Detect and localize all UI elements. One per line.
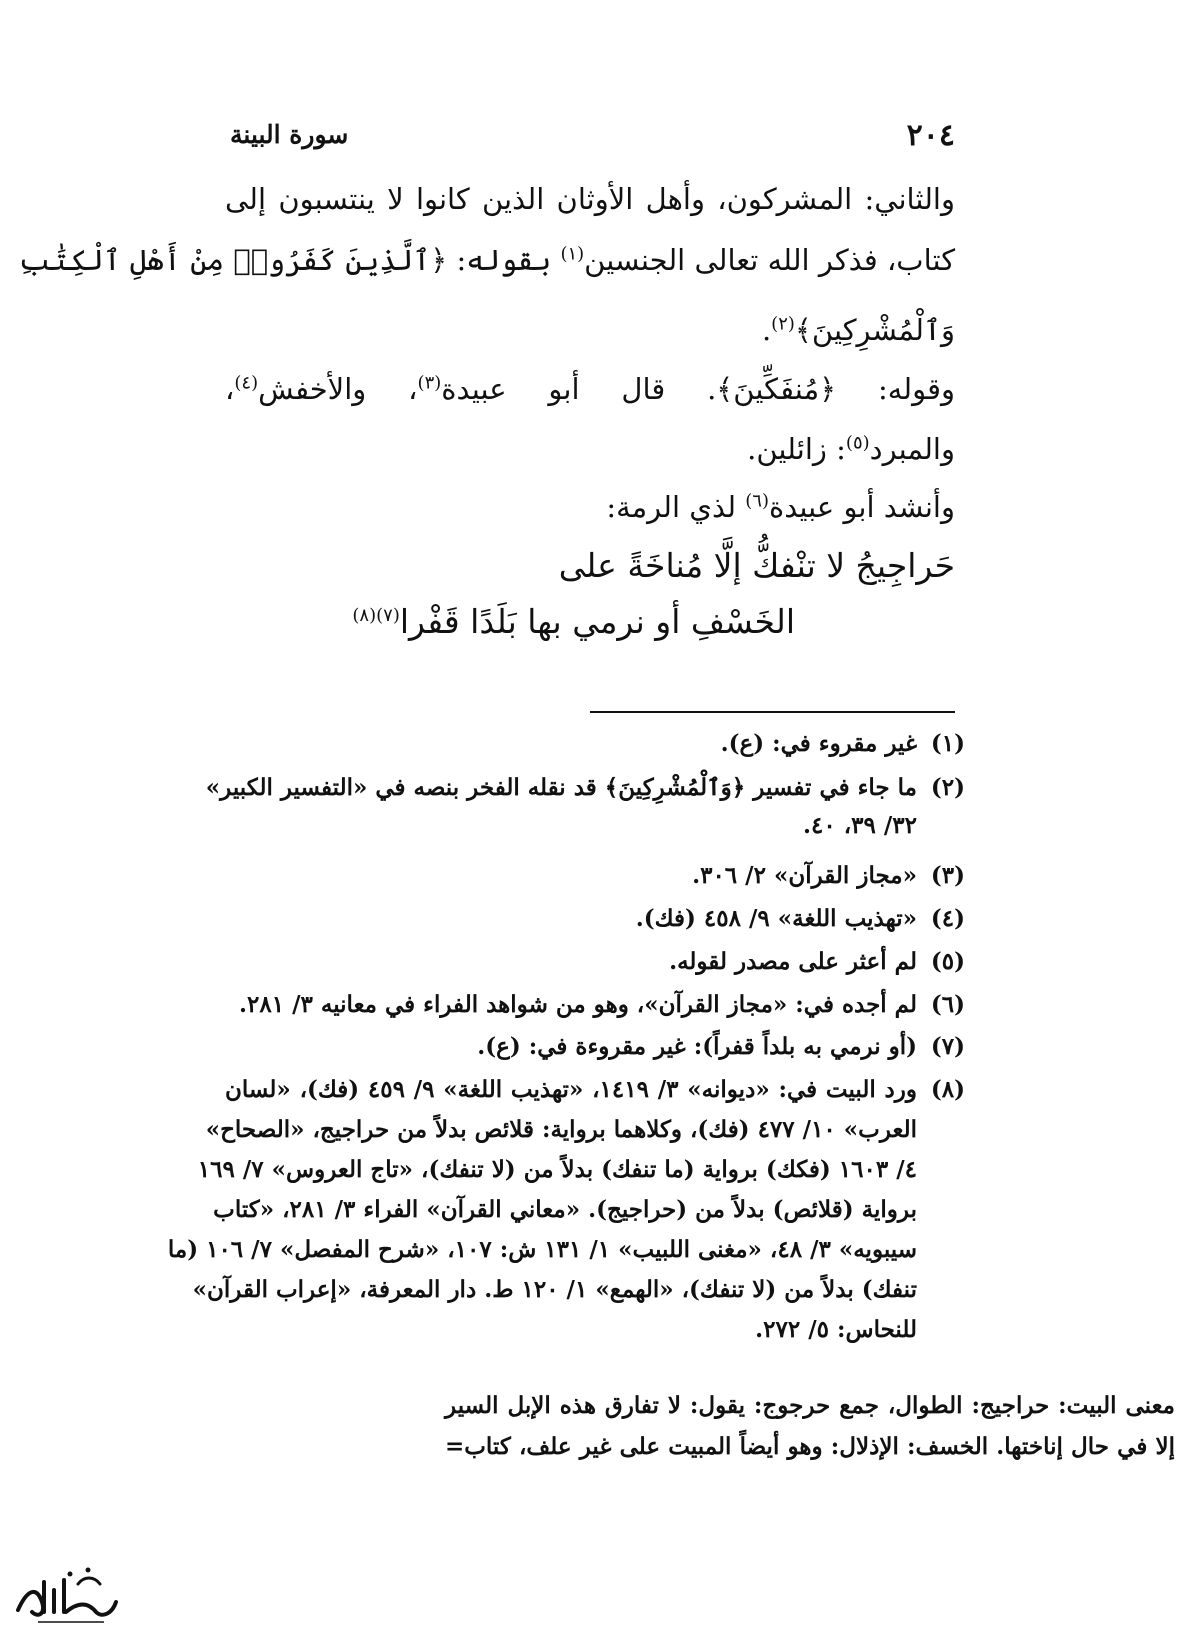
footnote-marker-1: (١): [560, 243, 585, 265]
footnote-4-text: «تهذيب اللغة» ٩/ ٤٥٨ (فك).: [635, 905, 917, 932]
footnote-2-number: (٢): [930, 774, 965, 801]
footnote-marker-7: (٧): [376, 605, 400, 626]
footnote-8-line-1: ورد البيت في: «ديوانه» ٣/ ١٤١٩، «تهذيب اللغة» ٩/ ٤٥٩ (فك)، «لسان: [225, 1076, 917, 1103]
footnote-2: [205, 774, 965, 854]
poem-line-1-content: حَراجِيجُ لا تنْفكُّ إلَّا مُناخَةً على: [558, 546, 955, 585]
footnote-8-number: (٨): [930, 1076, 965, 1103]
footnote-6: [225, 991, 965, 1027]
footnote-2-line-2: ٣٢/ ٣٩، ٤٠.: [802, 812, 917, 839]
poem-line-2-a: الخَسْفِ أو نرمي بها بَلَدًا قَفْرا: [399, 602, 795, 641]
footnote-2-line-1: ما جاء في تفسير ﴿وَٱلْمُشْرِكِينَ﴾ قد نقله الفخر بنصه في «التفسير الكبير»: [205, 774, 917, 801]
text-line-2: [18, 243, 955, 277]
footnote-5: [225, 948, 965, 984]
footnote-marker-5: (٥): [845, 432, 870, 454]
page-number: ٢٠٤: [906, 118, 955, 153]
poem-line-2: [352, 602, 795, 641]
text-line-2-b: بقوله: ﴿ٱلَّذِينَ كَفَرُوا۟ مِنْ أَهْلِ ٱلْكِتَٰبِ: [18, 243, 552, 277]
publisher-logo: [8, 1562, 126, 1632]
page-header: [230, 118, 955, 158]
footnote-3: [225, 862, 965, 898]
quran-almushrikin: وَٱلْمُشْرِكِينَ﴾: [794, 313, 955, 347]
text-line-3: [762, 313, 955, 347]
footnote-6-text: لم أجده في: «مجاز القرآن»، وهو من شواهد الفراء في معانيه ٣/ ٢٨١.: [239, 991, 917, 1018]
text-line-4: [225, 372, 955, 406]
note-line-2: إلا في حال إناختها. الخسف: الإذلال: وهو أيضاً المبيت على غير علف، كتاب=: [445, 1433, 1175, 1460]
footnote-8-line-2: العرب» ١٠/ ٤٧٧ (فك)، وكلاهما برواية: قلائص بدلاً من حراجيج، «الصحاح»: [205, 1116, 917, 1143]
text-line-4-a: وقوله: ﴿مُنفَكِّينَ﴾. قال أبو عبيدة: [441, 372, 955, 406]
note-line-1: معنى البيت: حراجيج: الطوال، جمع حرجوج: يقول: لا تفارق هذه الإبل السير: [445, 1392, 1175, 1419]
comma: ،: [225, 372, 235, 406]
footnote-8-line-6: تنفك) بدلاً من (لا تنفك)، «الهمع» ١/ ١٢٠ ط. دار المعرفة، «إعراب القرآن»: [192, 1276, 917, 1303]
text-line-6: [606, 490, 955, 524]
footnote-marker-2: (٢): [771, 313, 795, 335]
text-line-4-b: ، والأخفش: [258, 372, 418, 406]
text-line-1: [225, 182, 955, 216]
footnote-marker-6: (٦): [745, 490, 769, 512]
footnote-5-number: (٥): [930, 948, 965, 975]
text-line-5-a: والمبرد: [869, 432, 955, 466]
footnote-6-number: (٦): [930, 991, 965, 1018]
footnote-4: [225, 905, 965, 941]
footnote-1-text: غير مقروء في: (ع).: [720, 730, 917, 757]
footnote-8-line-3: ٤/ ١٦٠٣ (فكك) برواية (ما تنفك) بدلاً من (لا تنفك)، «تاج العروس» ٧/ ١٦٩: [197, 1156, 917, 1183]
text-line-6-a: وأنشد أبو عبيدة: [769, 490, 955, 524]
footnote-8-line-7: للنحاس: ٥/ ٢٧٢.: [755, 1316, 917, 1343]
poem-line-1: [559, 546, 955, 585]
footnote-marker-3: (٣): [417, 372, 442, 394]
text-line-5: [747, 432, 955, 466]
footnote-marker-8: (٨): [352, 605, 377, 626]
footnote-3-text: «مجاز القرآن» ٢/ ٣٠٦.: [692, 862, 917, 889]
period: .: [761, 313, 772, 347]
footnote-7: [225, 1033, 965, 1069]
footnote-3-number: (٣): [930, 862, 965, 889]
text-line-2-a: كتاب، فذكر الله تعالى الجنسين: [584, 243, 955, 277]
footnote-1: [225, 730, 965, 766]
footnote-7-number: (٧): [930, 1033, 965, 1060]
footnote-marker-4: (٤): [234, 372, 259, 394]
text-line-1-content: والثاني: المشركون، وأهل الأوثان الذين كانوا لا ينتسبون إلى: [225, 182, 955, 216]
surah-title: سورة البينة: [230, 120, 349, 149]
footnote-separator: [590, 711, 955, 713]
footnote-8-line-4: برواية (قلائص) بدلاً من (حراجيج). «معاني القرآن» الفراء ٣/ ٢٨١، «كتاب: [213, 1196, 917, 1223]
footnote-1-number: (١): [930, 730, 965, 757]
footnote-4-number: (٤): [930, 905, 965, 932]
footnote-5-text: لم أعثر على مصدر لقوله.: [669, 948, 917, 975]
text-line-5-b: : زائلين.: [747, 432, 846, 466]
text-line-6-b: لذي الرمة:: [606, 490, 737, 524]
footnote-7-text: (أو نرمي به بلداً قفراً): غير مقروءة في: (ع).: [477, 1033, 917, 1060]
footnote-8-line-5: سيبويه» ٣/ ٤٨، «مغنى اللبيب» ١/ ١٣١ ش: ١٠٧، «شرح المفصل» ٧/ ١٠٦ (ما: [167, 1236, 917, 1263]
footnote-8: [167, 1076, 965, 1366]
